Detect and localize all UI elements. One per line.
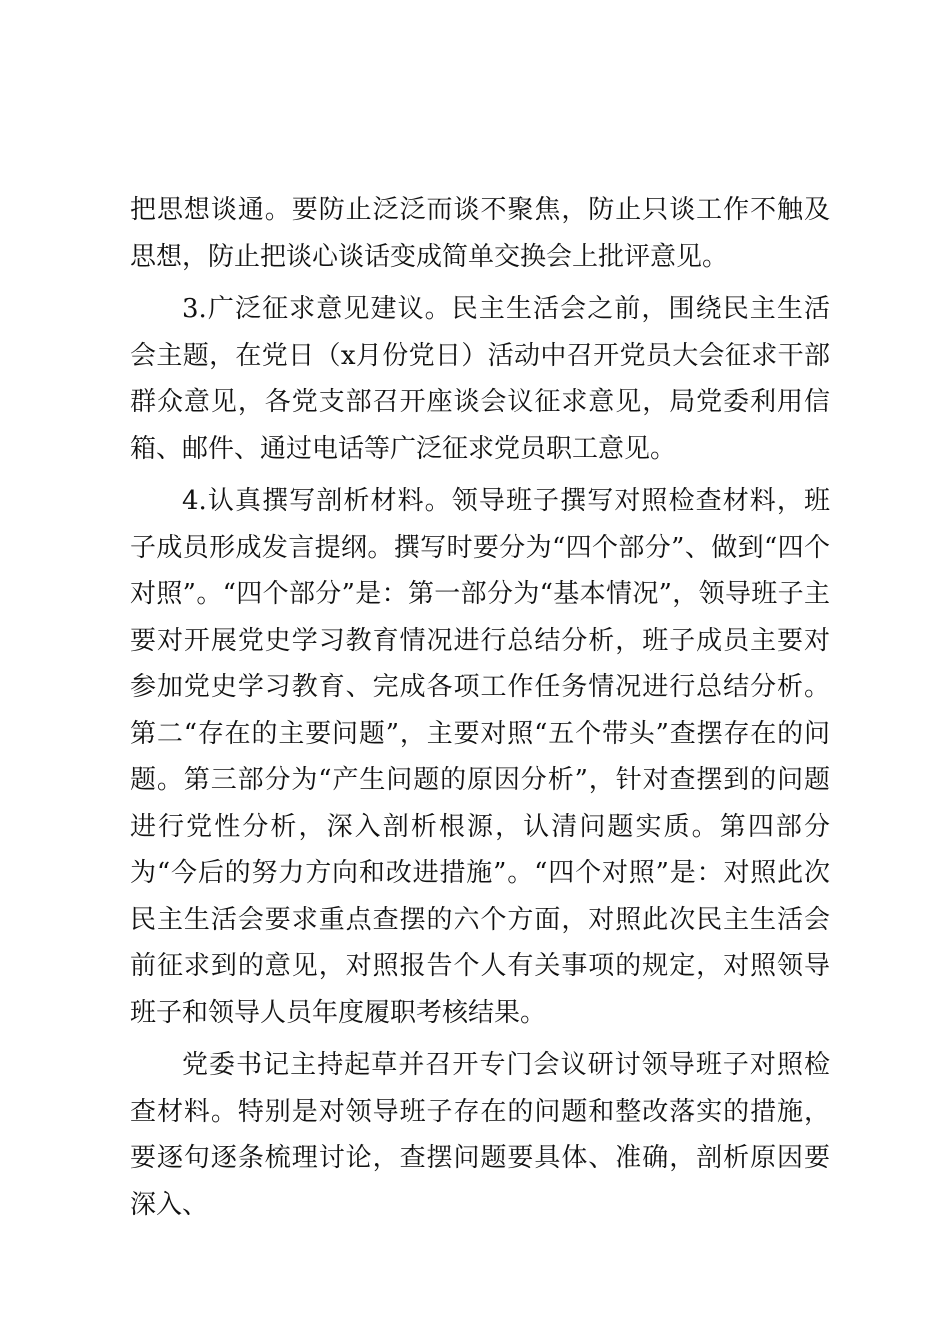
paragraph-continuation: 把思想谈通。要防止泛泛而谈不聚焦，防止只谈工作不触及思想，防止把谈心谈话变成简单交换会上批评意见。 <box>130 195 830 272</box>
document-page <box>130 187 830 1228</box>
paragraph-solicit-opinions: 3.广泛征求意见建议。民主生活会之前，围绕民主生活会主题，在党日（x月份党日）活动中召开党员大会征求干部群众意见，各党支部召开座谈会议征求意见，局党委利用信箱、邮件、通过电话等广泛征求党员职工意见。 <box>130 294 830 464</box>
paragraph-analysis-materials: 4.认真撰写剖析材料。领导班子撰写对照检查材料，班子成员形成发言提纲。撰写时要分为“四个部分”、做到“四个对照”。“四个部分”是：第一部分为“基本情况”，领导班子主要对开展党史学习教育情况进行总结分析，班子成员主要对参加党史学习教育、完成各项工作任务情况进行总结分析。第二“存在的主要问题”，主要对照“五个带头”查摆存在的问题。第三部分为“产生问题的原因分析”，针对查摆到的问题进行党性分析，深入剖析根源，认清问题实质。第四部分为“今后的努力方向和改进措施”。“四个对照”是：对照此次民主生活会要求重点查摆的六个方面，对照此次民主生活会前征求到的意见，对照报告个人有关事项的规定，对照领导班子和领导人员年度履职考核结果。 <box>130 486 830 1028</box>
paragraph-party-secretary: 党委书记主持起草并召开专门会议研讨领导班子对照检查材料。特别是对领导班子存在的问题和整改落实的措施，要逐句逐条梳理讨论，查摆问题要具体、准确，剖析原因要深入、 <box>130 1050 830 1220</box>
